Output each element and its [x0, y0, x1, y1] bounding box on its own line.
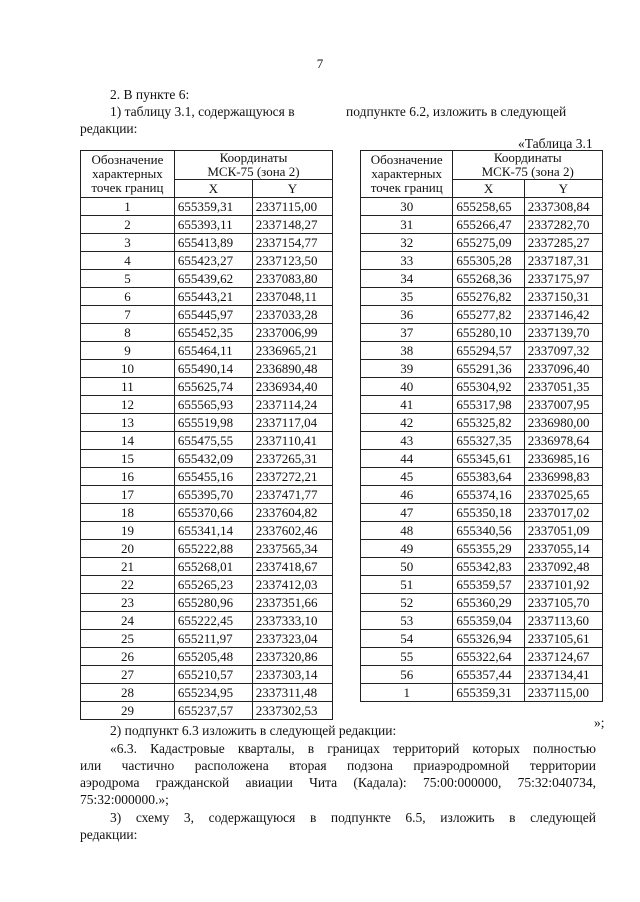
point-number-cell: 13 — [81, 414, 175, 432]
point-number-cell: 35 — [361, 288, 453, 306]
table-row — [361, 306, 603, 324]
y-coordinate-cell: 2337604,82 — [252, 504, 332, 522]
table-row — [81, 396, 333, 414]
subpoint-6-5-text-1: 3) схему 3, содержащуюся в подпункте 6.5, изложить в следующей — [110, 810, 596, 825]
x-coordinate-cell: 655327,35 — [453, 432, 524, 450]
point-number-cell: 28 — [81, 684, 175, 702]
intro-text-part-2: подпункте 6.2, изложить в следующей — [346, 104, 567, 119]
table-row — [81, 234, 333, 252]
coordinates-table-left — [80, 150, 333, 720]
y-coordinate-cell: 2337097,32 — [524, 342, 602, 360]
point-number-cell: 40 — [361, 378, 453, 396]
table-row — [81, 576, 333, 594]
y-coordinate-cell: 2337092,48 — [524, 558, 602, 576]
table-row — [81, 612, 333, 630]
table-row — [81, 648, 333, 666]
table-row — [361, 432, 603, 450]
point-header — [81, 151, 175, 198]
y-coordinate-cell: 2337602,46 — [252, 522, 332, 540]
point-number-cell: 55 — [361, 648, 453, 666]
table-row — [361, 666, 603, 684]
x-coordinate-cell: 655475,55 — [174, 432, 252, 450]
x-coordinate-cell: 655423,27 — [174, 252, 252, 270]
y-coordinate-cell: 2337320,86 — [252, 648, 332, 666]
table-row — [361, 414, 603, 432]
y-coordinate-cell: 2337096,40 — [524, 360, 602, 378]
y-coordinate-cell: 2337154,77 — [252, 234, 332, 252]
point-number-cell: 24 — [81, 612, 175, 630]
x-coordinate-cell: 655350,18 — [453, 504, 524, 522]
table-row — [361, 198, 603, 216]
point-number-cell: 5 — [81, 270, 175, 288]
x-coordinate-cell: 655268,01 — [174, 558, 252, 576]
point-number-cell: 9 — [81, 342, 175, 360]
x-coordinate-cell: 655326,94 — [453, 630, 524, 648]
point-number-cell: 10 — [81, 360, 175, 378]
x-coordinate-cell: 655432,09 — [174, 450, 252, 468]
table-row — [81, 540, 333, 558]
y-header: Y — [524, 180, 602, 198]
y-coordinate-cell: 2337025,65 — [524, 486, 602, 504]
table-row — [81, 360, 333, 378]
y-coordinate-cell: 2337051,09 — [524, 522, 602, 540]
table-row — [81, 216, 333, 234]
y-coordinate-cell: 2337123,50 — [252, 252, 332, 270]
x-coordinate-cell: 655439,62 — [174, 270, 252, 288]
table-row — [81, 522, 333, 540]
x-coordinate-cell: 655265,23 — [174, 576, 252, 594]
point-number-cell: 36 — [361, 306, 453, 324]
y-coordinate-cell: 2337412,03 — [252, 576, 332, 594]
point-number-cell: 26 — [81, 648, 175, 666]
y-coordinate-cell: 2337303,14 — [252, 666, 332, 684]
x-coordinate-cell: 655275,09 — [453, 234, 524, 252]
x-coordinate-cell: 655393,11 — [174, 216, 252, 234]
y-coordinate-cell: 2337146,42 — [524, 306, 602, 324]
x-coordinate-cell: 655266,47 — [453, 216, 524, 234]
x-coordinate-cell: 655210,57 — [174, 666, 252, 684]
x-header: X — [174, 180, 252, 198]
point-number-cell: 25 — [81, 630, 175, 648]
coords-header-line-2: МСК-75 (зона 2) — [481, 164, 574, 179]
y-coordinate-cell: 2337272,21 — [252, 468, 332, 486]
table-row — [81, 486, 333, 504]
x-coordinate-cell: 655277,82 — [453, 306, 524, 324]
y-coordinate-cell: 2337115,00 — [252, 198, 332, 216]
x-coordinate-cell: 655234,95 — [174, 684, 252, 702]
point-number-cell: 39 — [361, 360, 453, 378]
point-number-cell: 4 — [81, 252, 175, 270]
table-row — [361, 594, 603, 612]
x-coordinate-cell: 655280,10 — [453, 324, 524, 342]
table-row — [81, 252, 333, 270]
table-row — [81, 342, 333, 360]
subpoint-6-3-text-4: 75:32:000000.»; — [80, 792, 169, 807]
table-row — [81, 198, 333, 216]
x-coordinate-cell: 655443,21 — [174, 288, 252, 306]
intro-text-line-3: редакции: — [80, 121, 138, 136]
x-coordinate-cell: 655464,11 — [174, 342, 252, 360]
y-coordinate-cell: 2337148,27 — [252, 216, 332, 234]
y-coordinate-cell: 2337105,61 — [524, 630, 602, 648]
subpoint-6-5-text-2: редакции: — [80, 827, 138, 842]
x-header: X — [453, 180, 524, 198]
y-coordinate-cell: 2337117,04 — [252, 414, 332, 432]
coords-header — [453, 151, 603, 180]
x-coordinate-cell: 655359,31 — [453, 684, 524, 702]
point-number-cell: 30 — [361, 198, 453, 216]
point-number-cell: 34 — [361, 270, 453, 288]
intro-text-part-1: 1) таблицу 3.1, содержащуюся в — [110, 104, 295, 119]
x-coordinate-cell: 655342,83 — [453, 558, 524, 576]
point-number-cell: 33 — [361, 252, 453, 270]
table-row — [361, 504, 603, 522]
table-end-quote: »; — [594, 715, 605, 730]
table-row — [361, 684, 603, 702]
table-row — [81, 558, 333, 576]
y-coordinate-cell: 2337285,27 — [524, 234, 602, 252]
x-coordinate-cell: 655625,74 — [174, 378, 252, 396]
coords-header-line-1: Координаты — [219, 150, 288, 165]
y-coordinate-cell: 2337033,28 — [252, 306, 332, 324]
x-coordinate-cell: 655519,98 — [174, 414, 252, 432]
y-coordinate-cell: 2337175,97 — [524, 270, 602, 288]
point-number-cell: 27 — [81, 666, 175, 684]
y-coordinate-cell: 2337333,10 — [252, 612, 332, 630]
point-number-cell: 1 — [361, 684, 453, 702]
point-header-line-1: Обозначение — [91, 152, 164, 167]
table-row — [81, 288, 333, 306]
point-number-cell: 31 — [361, 216, 453, 234]
point-number-cell: 15 — [81, 450, 175, 468]
table-row — [361, 324, 603, 342]
y-coordinate-cell: 2337083,80 — [252, 270, 332, 288]
point-number-cell: 20 — [81, 540, 175, 558]
table-row — [361, 396, 603, 414]
x-coordinate-cell: 655222,88 — [174, 540, 252, 558]
y-coordinate-cell: 2337565,34 — [252, 540, 332, 558]
table-row — [361, 216, 603, 234]
x-coordinate-cell: 655355,29 — [453, 540, 524, 558]
table-row — [361, 450, 603, 468]
point-number-cell: 3 — [81, 234, 175, 252]
point-number-cell: 50 — [361, 558, 453, 576]
point-number-cell: 11 — [81, 378, 175, 396]
y-coordinate-cell: 2337471,77 — [252, 486, 332, 504]
table-row — [81, 414, 333, 432]
y-header: Y — [252, 180, 332, 198]
point-number-cell: 54 — [361, 630, 453, 648]
table-row — [361, 648, 603, 666]
y-coordinate-cell: 2337187,31 — [524, 252, 602, 270]
x-coordinate-cell: 655345,61 — [453, 450, 524, 468]
point-number-cell: 7 — [81, 306, 175, 324]
y-coordinate-cell: 2337323,04 — [252, 630, 332, 648]
point-number-cell: 48 — [361, 522, 453, 540]
point-6-heading: 2. В пункте 6: — [110, 87, 190, 102]
x-coordinate-cell: 655340,56 — [453, 522, 524, 540]
point-number-cell: 2 — [81, 216, 175, 234]
x-coordinate-cell: 655222,45 — [174, 612, 252, 630]
subpoint-6-3-heading: 2) подпункт 6.3 изложить в следующей редакции: — [110, 723, 397, 738]
y-coordinate-cell: 2337114,24 — [252, 396, 332, 414]
x-coordinate-cell: 655322,64 — [453, 648, 524, 666]
point-number-cell: 19 — [81, 522, 175, 540]
table-row — [81, 504, 333, 522]
x-coordinate-cell: 655395,70 — [174, 486, 252, 504]
x-coordinate-cell: 655280,96 — [174, 594, 252, 612]
table-row — [81, 306, 333, 324]
table-row — [81, 702, 333, 720]
point-header-line-2: характерных — [92, 166, 163, 181]
point-number-cell: 12 — [81, 396, 175, 414]
y-coordinate-cell: 2337418,67 — [252, 558, 332, 576]
coords-header — [174, 151, 332, 180]
coordinates-table-right — [360, 150, 603, 702]
point-number-cell: 22 — [81, 576, 175, 594]
x-coordinate-cell: 655205,48 — [174, 648, 252, 666]
y-coordinate-cell: 2336890,48 — [252, 360, 332, 378]
table-row — [81, 684, 333, 702]
table-row — [361, 234, 603, 252]
point-header — [361, 151, 453, 198]
x-coordinate-cell: 655374,16 — [453, 486, 524, 504]
x-coordinate-cell: 655455,16 — [174, 468, 252, 486]
y-coordinate-cell: 2337110,41 — [252, 432, 332, 450]
table-row — [81, 666, 333, 684]
y-coordinate-cell: 2337139,70 — [524, 324, 602, 342]
table-row — [81, 468, 333, 486]
x-coordinate-cell: 655383,64 — [453, 468, 524, 486]
table-row — [361, 630, 603, 648]
x-coordinate-cell: 655445,97 — [174, 306, 252, 324]
x-coordinate-cell: 655413,89 — [174, 234, 252, 252]
point-number-cell: 44 — [361, 450, 453, 468]
point-number-cell: 16 — [81, 468, 175, 486]
point-number-cell: 56 — [361, 666, 453, 684]
y-coordinate-cell: 2337265,31 — [252, 450, 332, 468]
coords-header-line-1: Координаты — [493, 150, 562, 165]
point-number-cell: 42 — [361, 414, 453, 432]
point-number-cell: 45 — [361, 468, 453, 486]
y-coordinate-cell: 2337351,66 — [252, 594, 332, 612]
table-row — [81, 270, 333, 288]
x-coordinate-cell: 655359,04 — [453, 612, 524, 630]
table-row — [361, 342, 603, 360]
subpoint-6-3-text-1: «6.3. Кадастровые кварталы, в границах территорий которых полностью — [110, 741, 596, 756]
y-coordinate-cell: 2337302,53 — [252, 702, 332, 720]
x-coordinate-cell: 655305,28 — [453, 252, 524, 270]
y-coordinate-cell: 2337308,84 — [524, 198, 602, 216]
point-number-cell: 53 — [361, 612, 453, 630]
x-coordinate-cell: 655304,92 — [453, 378, 524, 396]
subpoint-6-3-text-3: аэродрома гражданской авиации Чита (Кадала): 75:00:000000, 75:32:040734, — [80, 775, 596, 790]
y-coordinate-cell: 2337134,41 — [524, 666, 602, 684]
point-number-cell: 1 — [81, 198, 175, 216]
table-row — [361, 558, 603, 576]
table-row — [361, 576, 603, 594]
x-coordinate-cell: 655294,57 — [453, 342, 524, 360]
point-number-cell: 21 — [81, 558, 175, 576]
x-coordinate-cell: 655360,29 — [453, 594, 524, 612]
x-coordinate-cell: 655452,35 — [174, 324, 252, 342]
point-header-line-1: Обозначение — [370, 152, 443, 167]
x-coordinate-cell: 655325,82 — [453, 414, 524, 432]
table-row — [361, 486, 603, 504]
y-coordinate-cell: 2337150,31 — [524, 288, 602, 306]
point-header-line-3: точек границ — [91, 180, 164, 195]
x-coordinate-cell: 655276,82 — [453, 288, 524, 306]
point-number-cell: 47 — [361, 504, 453, 522]
y-coordinate-cell: 2337113,60 — [524, 612, 602, 630]
x-coordinate-cell: 655359,57 — [453, 576, 524, 594]
table-row — [361, 252, 603, 270]
point-number-cell: 18 — [81, 504, 175, 522]
point-number-cell: 52 — [361, 594, 453, 612]
x-coordinate-cell: 655258,65 — [453, 198, 524, 216]
y-coordinate-cell: 2336998,83 — [524, 468, 602, 486]
point-number-cell: 37 — [361, 324, 453, 342]
point-number-cell: 14 — [81, 432, 175, 450]
point-number-cell: 6 — [81, 288, 175, 306]
x-coordinate-cell: 655359,31 — [174, 198, 252, 216]
point-header-line-2: характерных — [371, 166, 443, 181]
y-coordinate-cell: 2337115,00 — [524, 684, 602, 702]
table-row — [81, 378, 333, 396]
table-row — [361, 468, 603, 486]
y-coordinate-cell: 2337105,70 — [524, 594, 602, 612]
coords-header-line-2: МСК-75 (зона 2) — [207, 164, 300, 179]
x-coordinate-cell: 655490,14 — [174, 360, 252, 378]
table-row — [81, 432, 333, 450]
table-row — [81, 450, 333, 468]
x-coordinate-cell: 655317,98 — [453, 396, 524, 414]
y-coordinate-cell: 2336980,00 — [524, 414, 602, 432]
x-coordinate-cell: 655357,44 — [453, 666, 524, 684]
table-row — [361, 360, 603, 378]
table-row — [361, 612, 603, 630]
table-row — [361, 540, 603, 558]
table-row — [361, 270, 603, 288]
y-coordinate-cell: 2337006,99 — [252, 324, 332, 342]
point-number-cell: 46 — [361, 486, 453, 504]
table-row — [81, 630, 333, 648]
table-row — [361, 288, 603, 306]
x-coordinate-cell: 655268,36 — [453, 270, 524, 288]
table-row — [361, 522, 603, 540]
subpoint-6-3-text-2: или частично расположена вторая подзона приаэродромной территории — [80, 758, 596, 773]
point-header-line-3: точек границ — [370, 180, 443, 195]
y-coordinate-cell: 2337124,67 — [524, 648, 602, 666]
x-coordinate-cell: 655341,14 — [174, 522, 252, 540]
x-coordinate-cell: 655565,93 — [174, 396, 252, 414]
table-row — [361, 378, 603, 396]
point-number-cell: 51 — [361, 576, 453, 594]
point-number-cell: 29 — [81, 702, 175, 720]
table-caption: «Таблица 3.1 — [518, 136, 593, 151]
point-number-cell: 32 — [361, 234, 453, 252]
y-coordinate-cell: 2336985,16 — [524, 450, 602, 468]
y-coordinate-cell: 2336978,64 — [524, 432, 602, 450]
y-coordinate-cell: 2337055,14 — [524, 540, 602, 558]
point-number-cell: 8 — [81, 324, 175, 342]
point-number-cell: 49 — [361, 540, 453, 558]
page-number: 7 — [316, 56, 324, 71]
point-number-cell: 23 — [81, 594, 175, 612]
table-row — [81, 594, 333, 612]
x-coordinate-cell: 655237,57 — [174, 702, 252, 720]
x-coordinate-cell: 655291,36 — [453, 360, 524, 378]
y-coordinate-cell: 2337051,35 — [524, 378, 602, 396]
y-coordinate-cell: 2337282,70 — [524, 216, 602, 234]
y-coordinate-cell: 2337048,11 — [252, 288, 332, 306]
y-coordinate-cell: 2337101,92 — [524, 576, 602, 594]
point-number-cell: 38 — [361, 342, 453, 360]
y-coordinate-cell: 2337017,02 — [524, 504, 602, 522]
point-number-cell: 41 — [361, 396, 453, 414]
x-coordinate-cell: 655211,97 — [174, 630, 252, 648]
y-coordinate-cell: 2336934,40 — [252, 378, 332, 396]
table-row — [81, 324, 333, 342]
y-coordinate-cell: 2337007,95 — [524, 396, 602, 414]
point-number-cell: 17 — [81, 486, 175, 504]
x-coordinate-cell: 655370,66 — [174, 504, 252, 522]
point-number-cell: 43 — [361, 432, 453, 450]
y-coordinate-cell: 2337311,48 — [252, 684, 332, 702]
y-coordinate-cell: 2336965,21 — [252, 342, 332, 360]
